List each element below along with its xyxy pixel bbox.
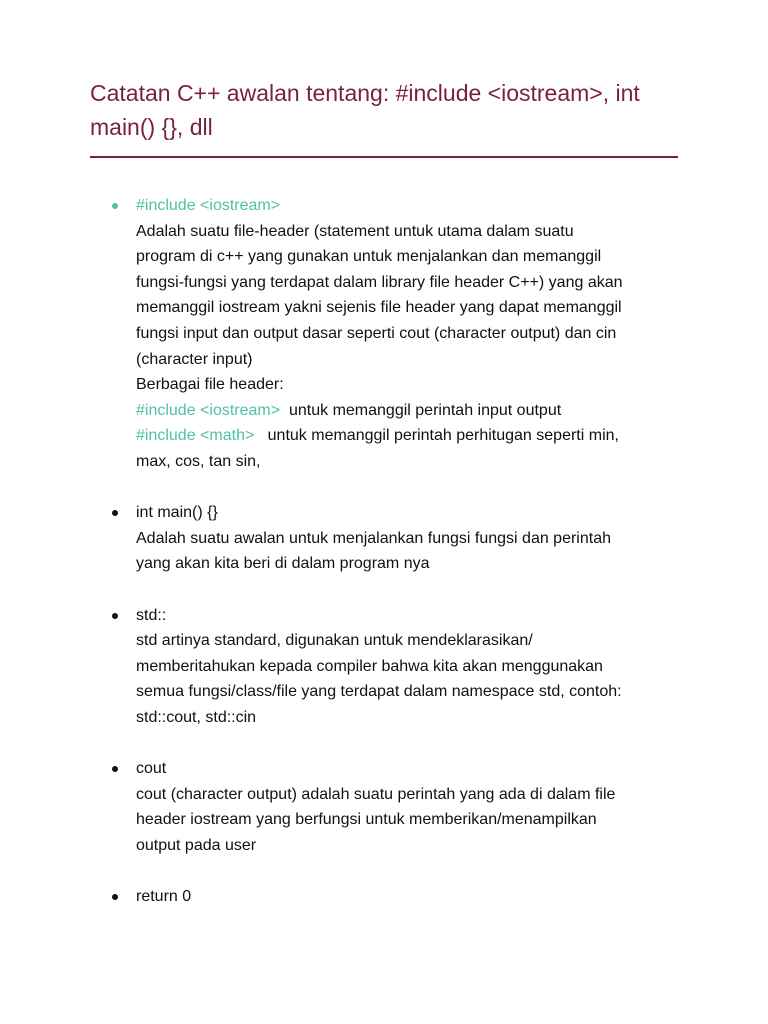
title-divider [90, 156, 678, 158]
document-title [90, 76, 690, 144]
note-text-line: memanggil iostream yakni sejenis file header yang dapat memanggil [136, 299, 622, 317]
note-heading: #include <iostream> [136, 197, 281, 214]
note-text-line: Adalah suatu file-header (statement untuk utama dalam suatu [136, 222, 574, 240]
note-heading: std:: [136, 606, 167, 624]
header-code: #include <iostream> [136, 401, 281, 419]
note-heading: return 0 [136, 888, 192, 906]
note-text-line: (character input) [136, 350, 253, 368]
note-text-line: memberitahukan kepada compiler bahwa kita akan menggunakan [136, 657, 603, 675]
bullet-icon [112, 203, 118, 209]
notes-list [0, 193, 768, 935]
title-line: Catatan C++ awalan tentang: #include <iostream>, int [90, 80, 640, 106]
note-text-line: output pada user [136, 836, 257, 854]
title-line: main() {}, dll [90, 114, 213, 140]
note-text-line: semua fungsi/class/file yang terdapat dalam namespace std, contoh: [136, 683, 622, 701]
header-description: untuk memanggil perintah input output [280, 401, 562, 419]
note-text-line: max, cos, tan sin, [136, 452, 261, 470]
note-text-line: cout (character output) adalah suatu perintah yang ada di dalam file [136, 785, 616, 803]
note-heading: cout [136, 760, 167, 778]
note-text-line: header iostream yang berfungsi untuk memberikan/menampilkan [136, 811, 597, 829]
header-example-math [136, 423, 688, 449]
note-text-line: fungsi input dan output dasar seperti cout (character output) dan cin [136, 324, 617, 342]
note-text-line: std::cout, std::cin [136, 708, 257, 726]
header-example-iostream [136, 398, 688, 424]
bullet-icon [112, 613, 118, 619]
bullet-icon [112, 510, 118, 516]
note-text-line: Adalah suatu awalan untuk menjalankan fungsi fungsi dan perintah [136, 529, 611, 547]
note-cout [0, 756, 768, 858]
note-heading: int main() {} [136, 504, 218, 522]
note-text-line: Berbagai file header: [136, 376, 284, 394]
note-text-line: fungsi-fungsi yang terdapat dalam library file header C++) yang akan [136, 273, 623, 291]
header-description: untuk memanggil perintah perhitugan seperti min, [254, 427, 619, 445]
note-text-line: yang akan kita beri di dalam program nya [136, 555, 430, 573]
header-code: #include <math> [136, 427, 255, 445]
note-text-line: program di c++ yang gunakan untuk menjalankan dan memanggil [136, 248, 602, 266]
note-int-main [0, 500, 768, 577]
note-text-line: std artinya standard, digunakan untuk mendeklarasikan/ [136, 632, 533, 650]
note-return-0 [0, 884, 768, 910]
note-include-iostream [0, 193, 768, 475]
bullet-icon [112, 894, 118, 900]
note-std [0, 603, 768, 731]
bullet-icon [112, 766, 118, 772]
